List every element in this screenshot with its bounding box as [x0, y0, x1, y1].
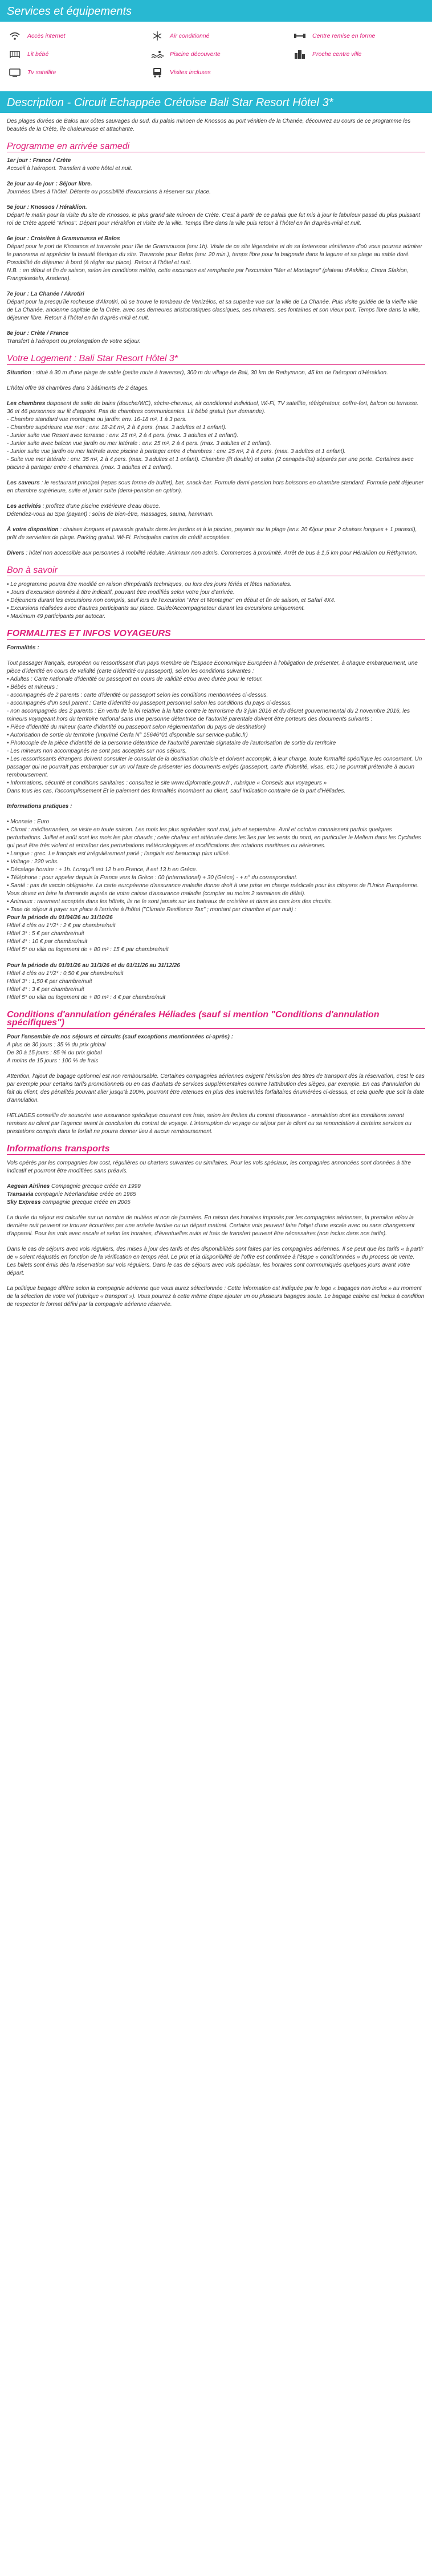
- equipment-item: [7, 66, 149, 79]
- info-line: • Animaux : rarement acceptés dans les hôtels, ils ne le sont jamais sur les bateaux de croisière et dans les cars lors des circuits.: [7, 899, 332, 905]
- info-line: • Téléphone : pour appeler depuis la France vers la Grèce : 00 (international) + 30 (Grèce) - + n° du correspondant.: [7, 875, 297, 881]
- bus-icon: [150, 67, 164, 78]
- airline-name: Aegean Airlines: [7, 1183, 50, 1190]
- list-item: • Maximum 49 participants par autocar.: [7, 613, 106, 620]
- formalite-line: - accompagnés de 2 parents : carte d'identité ou passeport selon les conditions mentionnées ci-dessus.: [7, 692, 268, 698]
- room-type: - Junior suite avec balcon vue jardin ou mer latérale : env. 25 m², 2 à 4 pers. (max. 3 adultes et 1 enfant).: [7, 440, 271, 447]
- day-block: [7, 180, 425, 196]
- chambres-paragraph: [7, 400, 425, 472]
- formalites-sub: [7, 644, 425, 652]
- airlines-block: [7, 1183, 425, 1207]
- equipment-item: [7, 30, 149, 42]
- formalites-heading: FORMALITES ET INFOS VOYAGEURS: [7, 630, 425, 640]
- info-line: • Climat : méditerranéen, se visite en toute saison. Les mois les plus agréables sont mai, juin et septembre. Avril et octobre connaissent parfois quelques perturbations. Juillet et août sont les mois les plus chauds ; cette chaleur est atténuée dans les îles par les vents du nord, en particulier le Meltem dans les Cyclades qui peut être très violent et entraîner des perturbations météorologiques et modifications des rotations maritimes ou aériennes.: [7, 827, 421, 849]
- saveurs-label: Les saveurs: [7, 480, 40, 486]
- description-title: Description - Circuit Echappée Crétoise Bali Star Resort Hôtel 3*: [7, 96, 333, 109]
- dispo-paragraph: [7, 526, 425, 542]
- day-block: [7, 235, 425, 283]
- conditions-paragraph: HELIADES conseille de souscrire une assurance spécifique couvrant ces frais, selon les limites du contrat d'assurance - annulation dont les conditions seront remises au client par l'agence avant la conclusion du contrat de voyage. L'interruption du voyage ou séjour par le client ou sa renonciation à certains services ou prestations compris dans le forfait ne pourra donner lieu à aucun remboursement.: [7, 1113, 411, 1135]
- formalite-line: Tout passager français, européen ou ressortissant d'un pays membre de l'Espace Economique Européen à l'obligation de présenter, à chaque embarquement, une pièce d'identité en cours de validité (carte d'identité ou passeport), selon les conditions suivantes :: [7, 660, 418, 674]
- situation-paragraph: [7, 369, 425, 377]
- info-line: Pour la période du 01/04/26 au 31/10/26: [7, 915, 113, 921]
- conditions-heading: Conditions d'annulation générales Héliades (sauf si mention "Conditions d'annulation spécifiques"): [7, 1011, 425, 1029]
- equipment-item: [7, 48, 149, 60]
- formalite-line: • Bébés et mineurs :: [7, 684, 58, 690]
- info-line: Hôtel 3* : 1,50 € par chambre/nuit: [7, 978, 92, 985]
- day-text: Départ pour le port de Kissamos et traversée pour l'île de Gramvoussa (env.1h). Visite de ce site légendaire et de sa forteresse vénitienne d'où vous pourrez admirer le panorama et apprécier la beauté féerique du site. Traversée pour Balos (env. 20 min.), temps libre pour la baignade dans la lagune et sa plage au sable doré. Possibilité de déjeuner à bord (à régler sur place). Retour à l'hôtel et nuit.: [7, 244, 422, 266]
- formalite-line: - Les mineurs non accompagnés ne sont pas acceptés sur nos séjours.: [7, 748, 187, 754]
- airline-text: compagnie Néerlandaise créée en 1965: [33, 1191, 136, 1198]
- formalite-line: • Informations, sécurité et conditions sanitaires : consultez le site www.diplomatie.gouv.fr , rubrique « Conseils aux voyageurs »: [7, 780, 327, 786]
- equipment-label: Piscine découverte: [170, 51, 221, 58]
- day-block: [7, 330, 425, 346]
- transports-paragraph: Dans le cas de séjours avec vols réguliers, des mises à jour des tarifs et des disponibilités sont faites par les compagnies aériennes. Il se peut que les tarifs « à partir de » soient réajustés en fonction de la vérification en temps réel. Le prix et la disponibilité de l'offre est confirmée à l'étape « conditionnées » du process de vente. Les billets sont émis dès la réservation sur vols réguliers. Dans le cas de séjours avec vols spéciaux, les horaires sont communiqués quelques jours avant votre départ.: [7, 1246, 423, 1276]
- room-type: - Chambre standard vue montagne ou jardin: env. 16-18 m², 1 à 3 pers.: [7, 416, 187, 423]
- info-line: Hôtel 4 clés ou 1*/2* : 0,50 € par chambre/nuit: [7, 970, 124, 977]
- chambres-label: Les chambres: [7, 401, 46, 407]
- situation-text: : situé à 30 m d'une plage de sable (petite route à traverser), 300 m du village de Bali, 30 km de Rethymnon, 45 km de l'aéroport d'Héraklion.: [31, 370, 388, 376]
- pool-icon: [150, 49, 164, 59]
- day-text: Départ pour la presqu'île rocheuse d'Akrotiri, où se trouve le tombeau de Venizélos, et sa superbe vue sur la ville de La Chanée. Puis visite guidée de la vieille ville de La Chanée, ancienne capitale de la Crète, avec ses demeures aristocratiques classiques, ses minarets, ses fontaines et son vieux port. Temps libre dans la ville, déjeuner libre. Retour à l'hôtel en fin d'après-midi et nuit.: [7, 299, 421, 321]
- description-content: [0, 113, 432, 1309]
- divers-text: : hôtel non accessible aux personnes à mobilité réduite. Animaux non admis. Commerces à proximité. Arrêt de bus à 1,5 km pour Héraklion ou Réthymnon.: [24, 550, 418, 556]
- info-line: Hôtel 4* : 3 € par chambre/nuit: [7, 986, 84, 993]
- airline-name: Sky Express: [7, 1199, 41, 1206]
- crib-icon: [8, 49, 22, 59]
- day-title: 6e jour : Croisière à Gramvoussa et Balos: [7, 236, 120, 242]
- day-title: 5e jour : Knossos / Héraklion.: [7, 204, 87, 211]
- activites-paragraph: [7, 503, 425, 519]
- situation-label: Situation: [7, 370, 31, 376]
- city-icon: [293, 49, 307, 59]
- condition-line: Pour l'ensemble de nos séjours et circuits (sauf exceptions mentionnées ci-après) :: [7, 1034, 233, 1040]
- day-block: [7, 290, 425, 322]
- day-text: Transfert à l'aéroport ou prolongation de votre séjour.: [7, 338, 141, 345]
- dumbbell-icon: [293, 31, 307, 41]
- activites-label: Les activités: [7, 503, 42, 509]
- formalite-line: • Adultes : Carte nationale d'identité ou passeport en cours de validité et/ou avec durée pour le retour.: [7, 676, 263, 682]
- equipment-item: [292, 48, 432, 60]
- dispo-label: À votre disposition: [7, 527, 59, 533]
- equipment-label: Centre remise en forme: [312, 33, 376, 39]
- bonasavoir-heading: Bon à savoir: [7, 567, 425, 576]
- airline-text: Compagnie grecque créée en 1999: [50, 1183, 141, 1190]
- info-line: • Langue : grec. Le français est irrégulièrement parlé ; l'anglais est beaucoup plus utilisé.: [7, 851, 230, 857]
- equipment-label: Air conditionné: [170, 33, 210, 39]
- logement-heading: Votre Logement : Bali Star Resort Hôtel 3*: [7, 355, 425, 365]
- info-line: • Voltage : 220 volts.: [7, 859, 59, 865]
- infos-subtitle: Informations pratiques :: [7, 803, 72, 810]
- divers-label: Divers: [7, 550, 25, 556]
- equipment-item: [149, 30, 292, 42]
- condition-line: A moins de 15 jours : 100 % de frais: [7, 1058, 99, 1064]
- room-type: - Chambre supérieure vue mer : env. 18-24 m², 2 à 4 pers. (max. 3 adultes et 1 enfant).: [7, 424, 227, 431]
- transports-paragraph: La durée du séjour est calculée sur un nombre de nuitées et non de journées. En raison des horaires imposés par les compagnies aériennes, la première et/ou la dernière nuit peuvent se trouver écourtées par une arrivée tardive ou un départ matinal. Certains vols peuvent faire l'objet d'une escale avec ou sans changement d'appareil. Pour les vols avec escale et selon les horaires, d'éventuelles nuits et frais de transfert peuvent être nécessaires (non inclus dans nos tarifs).: [7, 1215, 415, 1237]
- services-title: Services et équipements: [7, 5, 132, 18]
- list-item: • Excursions réalisées avec d'autres participants sur place. Guide/Accompagnateur durant les excursions uniquement.: [7, 605, 305, 612]
- equipment-label: Visites incluses: [170, 69, 211, 76]
- day-text: Journées libres à l'hôtel. Détente ou possibilité d'excursions à réserver sur place.: [7, 189, 211, 195]
- infos-sub: [7, 803, 425, 811]
- equipment-item: [149, 66, 292, 79]
- transports-paragraph: Vols opérés par les compagnies low cost, régulières ou charters suivantes ou similaires. Pour les vols spéciaux, les compagnies annoncées sont données à titre indicatif et pourront être modifiées sans préavis.: [7, 1160, 411, 1174]
- list-item: • Jours d'excursion donnés à titre indicatif, pouvant être modifiés selon votre jour d'arrivée.: [7, 589, 235, 596]
- day-text: Accueil à l'aéroport. Transfert à votre hôtel et nuit.: [7, 165, 133, 172]
- transports-paragraph: La politique bagage diffère selon la compagnie aérienne que vous aurez sélectionnée : Cette information est indiquée par le logo « bagages non inclus » au moment de la sélection de votre vol (rubrique « transport »). Vous pourrez à cette même étape ajouter un ou plusieurs bagages soute. Le bagage cabine est inclus à condition de respecter le format défini par la compagnie aérienne réservée.: [7, 1285, 425, 1308]
- condition-line: De 30 à 15 jours : 85 % du prix global: [7, 1050, 102, 1056]
- formalite-line: - accompagnés d'un seul parent : Carte d'identité ou passeport personnel selon les conditions du pays ci-dessus.: [7, 700, 292, 706]
- programme-heading: Programme en arrivée samedi: [7, 143, 425, 152]
- saveurs-text: : le restaurant principal (repas sous forme de buffet), bar, snack-bar. Formule demi-pension hors boissons en chambre standard. Formule petit déjeuner en chambre supérieure, suite et junior suite (demi-pension en option).: [7, 480, 424, 494]
- equipment-label: Accès internet: [27, 33, 66, 39]
- info-line: Hôtel 5* ou villa ou logement de + 80 m² : 15 € par chambre/nuit: [7, 947, 169, 953]
- conditions-block: [7, 1033, 425, 1065]
- list-item: • Le programme pourra être modifié en raison d'impératifs techniques, ou lors des jours fériés et fêtes nationales.: [7, 581, 292, 588]
- airline-name: Transavia: [7, 1191, 34, 1198]
- formalite-line: • Pièce d'identité du mineur (carte d'identité ou passeport selon réglementation du pays de destination): [7, 724, 266, 730]
- list-item: • Déjeuners durant les excursions non compris, sauf lors de l'excursion "Mer et Montagne" en début et fin de saison, et Safari 4X4.: [7, 597, 336, 604]
- room-type: - Suite vue mer latérale : env. 35 m², 2 à 4 pers. (max. 3 adultes et 1 enfant). Chambre (lit double) et salon (2 canapés-lits) séparés par une porte. Certaines avec piscine à partager entre 4 chambres. (max. 3 adultes et 1 enfant).: [7, 456, 414, 471]
- formalite-line: • Les ressortissants étrangers doivent consulter le consulat de la destination choisie et doivent accomplir, à leur charge, toute formalité spécifique les concernant. Un passager qui ne pourrait pas embarquer sur un vol faute de présenter les documents exigés (passeport, carte d'identité, visas, etc.) ne pourrait prétendre à aucun remboursement.: [7, 756, 422, 778]
- chambres-text: disposent de salle de bains (douche/WC), sèche-cheveux, air conditionné individuel, Wi-Fi, TV satellite, réfrigérateur, coffre-fort, balcon ou terrasse. 36 et 46 personnes sur lit d'appoint. Pas de chambres communicantes. Lit bébé gratuit (sur demande).: [7, 401, 419, 415]
- info-line: Hôtel 4* : 10 € par chambre/nuit: [7, 939, 88, 945]
- airline-text: compagnie grecque créée en 2005: [40, 1199, 131, 1206]
- day-title: 8e jour : Crète / France: [7, 330, 69, 337]
- bonasavoir-list: [7, 581, 425, 621]
- day-title: 2e jour au 4e jour : Séjour libre.: [7, 181, 92, 187]
- info-line: Hôtel 3* : 5 € par chambre/nuit: [7, 931, 84, 937]
- snowflake-icon: [150, 31, 164, 41]
- formalite-line: • Photocopie de la pièce d'identité de la personne détentrice de l'autorité parentale signataire de l'autorisation de sortie du territoire: [7, 740, 336, 746]
- formalite-line: - non accompagnés des 2 parents : En vertu de la loi relative à la lutte contre le terrorisme du 3 juin 2016 et du décret gouvernemental du 2 novembre 2016, les mineurs voyageant hors du territoire national sans une personne détentrice de l'autorité parentale doivent être porteurs des documents suivants :: [7, 708, 410, 722]
- wifi-icon: [8, 31, 22, 41]
- day-block: [7, 204, 425, 228]
- equipment-label: Proche centre ville: [312, 51, 362, 58]
- equipments-grid: [0, 22, 432, 82]
- equipment-item: [149, 48, 292, 60]
- equipment-label: Tv satellite: [27, 69, 56, 76]
- conditions-paragraph: Attention, l'ajout de bagage optionnel est non remboursable. Certaines compagnies aériennes exigent l'émission des titres de transport dès la réservation, c'est le cas par exemple pour certains tarifs promotionnels ou en cas d'achats de services supplémentaires comme l'attribution des sièges, par exemple. En cas d'annulation du fait du client, des pénalités pouvant aller jusqu'à 100%, pourront être retenues en plus des indemnités forfaitaires énumérées ci-dessus, et cela quelle que soit la date d'annulation.: [7, 1073, 425, 1103]
- equipment-label: Lit bébé: [27, 51, 49, 58]
- dispo-text: : chaises longues et parasols gratuits dans les jardins et à la piscine, payants sur la plage (env. 20 €/jour pour 2 chaises longues + 1 parasol), prêt de serviettes de plage. Parking gratuit. Wi-Fi. Principales cartes de crédit acceptées.: [7, 527, 417, 541]
- description-banner: [0, 91, 432, 113]
- day-note: N.B. : en début et fin de saison, selon les conditions météo, cette excursion est remplacée par l'excursion "Mer et Montagne" (plateau d'Askifou, Chora Sfakion, Frangokastelo, Aradena).: [7, 268, 409, 282]
- room-type: - Junior suite vue Resort avec terrasse : env. 25 m², 2 à 4 pers. (max. 3 adultes et 1 enfant).: [7, 432, 239, 439]
- info-line: • Taxe de séjour à payer sur place à l'arrivée à l'hôtel ("Climate Resilience Tax" ; montant par chambre et par nuit) :: [7, 907, 296, 913]
- day-title: 1er jour : France / Crète: [7, 157, 71, 164]
- info-line: • Santé : pas de vaccin obligatoire. La carte européenne d'assurance maladie donne droit à une prise en charge médicale pour les citoyens de l'Union Européenne. Vous devez en faire la demande auprès de votre caisse d'assurance maladie (compter au moins 2 semaines de délai).: [7, 883, 419, 897]
- divers-paragraph: [7, 549, 425, 557]
- infos-block: [7, 818, 425, 1002]
- tv-icon: [8, 67, 22, 78]
- info-line: Hôtel 4 clés ou 1*/2* : 2 € par chambre/nuit: [7, 923, 116, 929]
- day-text: Départ le matin pour la visite du site de Knossos, le plus grand site minoen de Crète. C'est à partir de ce palais que fut mis à jour le fabuleux passé du plus puissant roi de Crète appelé "Minos". Départ pour Héraklion et visite de la ville. Temps libre dans la ville puis retour à l'hôtel en fin d'après-midi et nuit.: [7, 212, 421, 227]
- formalite-line: Dans tous les cas, l'accomplissement Et le paiement des formalités incombent au client, sauf indication contraire de la part d'Héliades.: [7, 788, 346, 794]
- hotel-paragraph: L'hôtel offre 98 chambres dans 3 bâtiments de 2 étages.: [7, 385, 149, 391]
- formalites-block: [7, 660, 425, 795]
- activites-text: : profitez d'une piscine extérieure d'eau douce.: [41, 503, 160, 509]
- transports-heading: Informations transports: [7, 1145, 425, 1155]
- day-block: [7, 157, 425, 173]
- formalite-line: • Autorisation de sortie du territoire (Imprimé Cerfa N° 15646*01 disponible sur service-public.fr): [7, 732, 248, 738]
- info-line: Hôtel 5* ou villa ou logement de + 80 m² : 4 € par chambre/nuit: [7, 994, 166, 1001]
- info-line: Pour la période du 01/01/26 au 31/3/26 et du 01/11/26 au 31/12/26: [7, 963, 180, 969]
- equipment-item: [292, 30, 432, 42]
- saveurs-paragraph: [7, 479, 425, 495]
- info-line: • Monnaie : Euro: [7, 819, 50, 825]
- day-title: 7e jour : La Chanée / Akrotiri: [7, 291, 84, 297]
- room-type: - Junior suite vue jardin ou mer latérale avec piscine à partager entre 4 chambres : env. 25 m², 2 à 4 pers. (max. 3 adultes et 1 enfant).: [7, 448, 346, 455]
- condition-line: A plus de 30 jours : 35 % du prix global: [7, 1042, 106, 1048]
- info-line: • Décalage horaire : + 1h. Lorsqu'il est 12 h en France, il est 13 h en Grèce.: [7, 867, 198, 873]
- services-banner: [0, 0, 432, 22]
- formalites-subtitle: Formalités :: [7, 645, 39, 651]
- activites-text-2: Détendez-vous au Spa (payant) : soins de bien-être, massages, sauna, hammam.: [7, 511, 214, 517]
- intro-text: Des plages dorées de Balos aux côtes sauvages du sud, du palais minoen de Knossos au port vénitien de la Chanée, découvrez au cours de ce programme les beautés de la Crète, île chaleureuse et attachante.: [7, 118, 411, 132]
